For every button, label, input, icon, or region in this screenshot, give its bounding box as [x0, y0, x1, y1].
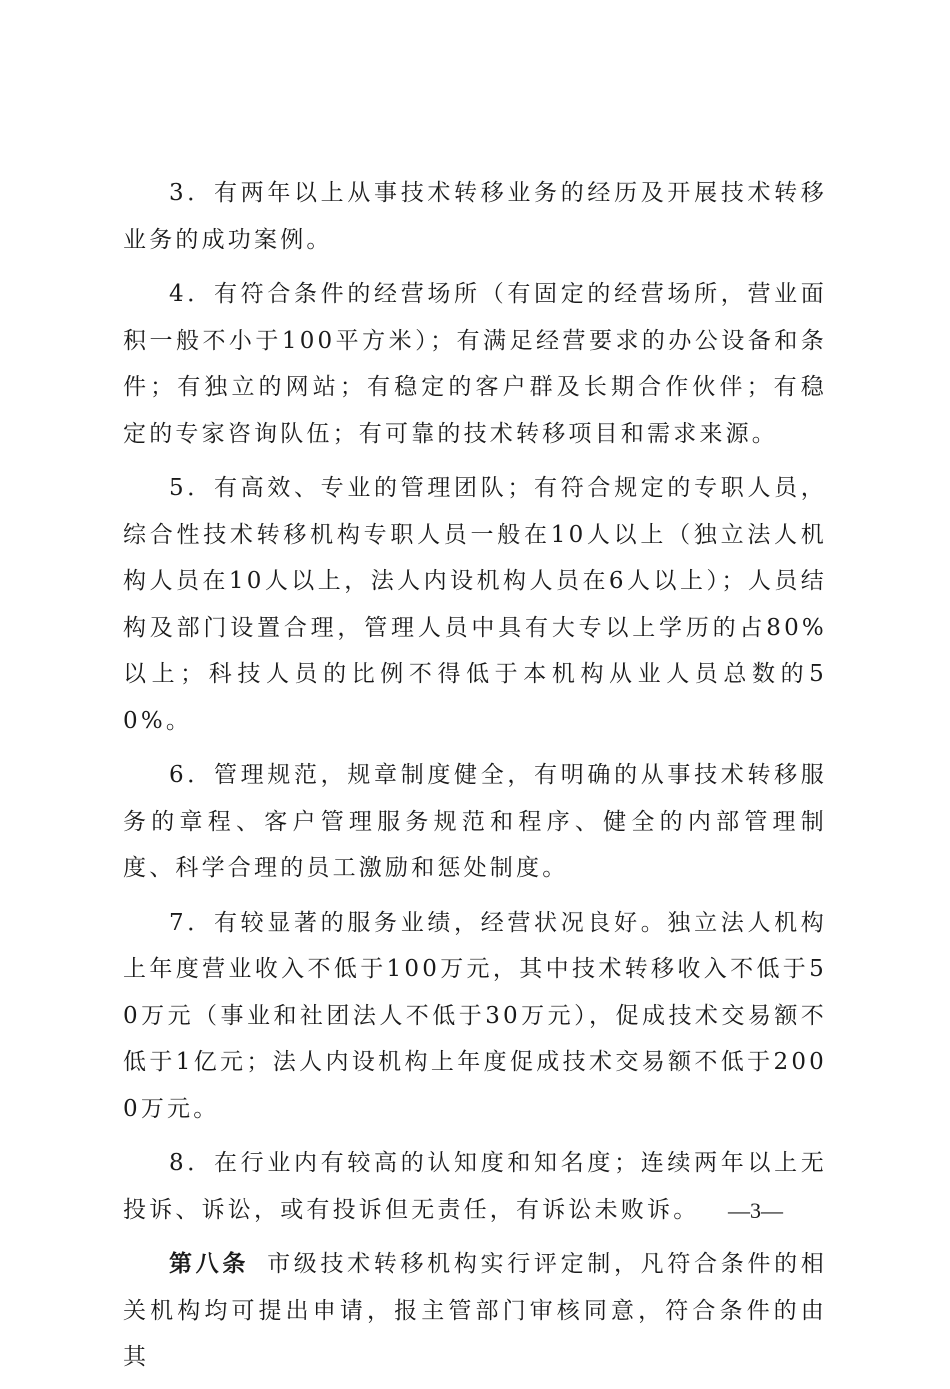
document-body — [123, 170, 827, 1389]
article-text: 市级技术转移机构实行评定制，凡符合条件的相关机构均可提出申请，报主管部门审核同意，符合条件的由其 — [123, 1251, 827, 1370]
page-number: —3— — [728, 1198, 783, 1223]
paragraph-item-6: 6．管理规范，规章制度健全，有明确的从事技术转移服务的章程、客户管理服务规范和程序、健全的内部管理制度、科学合理的员工激励和惩处制度。 — [123, 762, 827, 881]
paragraph-item-8: 8．在行业内有较高的认知度和知名度；连续两年以上无投诉、诉讼，或有投诉但无责任，有诉讼未败诉。 — [123, 1150, 827, 1223]
article-heading: 第八条 — [169, 1250, 250, 1277]
paragraph-item-5: 5．有高效、专业的管理团队；有符合规定的专职人员，综合性技术转移机构专职人员一般在10人以上（独立法人机构人员在10人以上，法人内设机构人员在6人以上）；人员结构及部门设置合理，管理人员中具有大专以上学历的占80%以上；科技人员的比例不得低于本机构从业人员总数的50%。 — [123, 475, 827, 734]
paragraph-item-4: 4．有符合条件的经营场所（有固定的经营场所，营业面积一般不小于100平方米）；有满足经营要求的办公设备和条件；有独立的网站；有稳定的客户群及长期合作伙伴；有稳定的专家咨询队伍；有可靠的技术转移项目和需求来源。 — [123, 281, 827, 447]
paragraph-item-3: 3．有两年以上从事技术转移业务的经历及开展技术转移业务的成功案例。 — [123, 180, 827, 253]
paragraph-article-8 — [123, 1241, 827, 1381]
paragraph-item-7: 7．有较显著的服务业绩，经营状况良好。独立法人机构上年度营业收入不低于100万元，其中技术转移收入不低于50万元（事业和社团法人不低于30万元），促成技术交易额不低于1亿元；法人内设机构上年度促成技术交易额不低于2000万元。 — [123, 909, 827, 1122]
